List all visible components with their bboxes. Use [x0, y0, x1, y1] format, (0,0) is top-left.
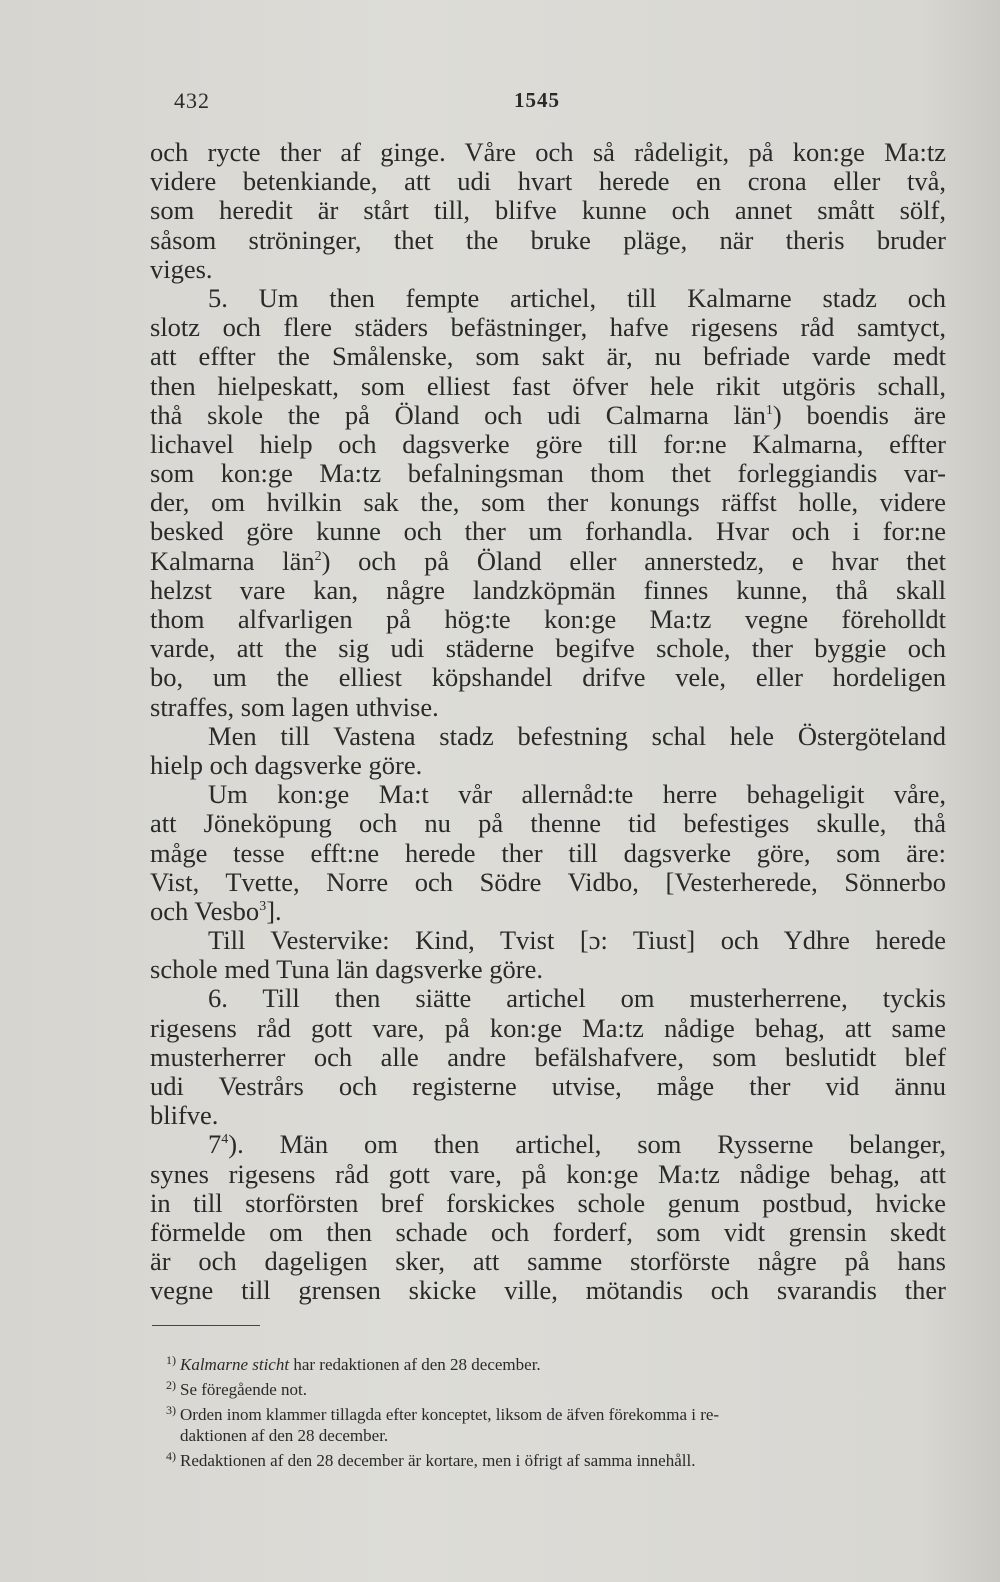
- text-line: [150, 926, 946, 955]
- text-line: [150, 751, 946, 780]
- text-line-main: förmelde om then schade och forderf, som vidt grensin skedt: [150, 1217, 946, 1247]
- text-line-continuation: ) och på Öland eller annerstedz, e hvar thet: [321, 546, 946, 576]
- footnote-text: har redaktionen af den 28 december.: [289, 1355, 541, 1374]
- text-line: [150, 1160, 946, 1189]
- footnote-mark: 4): [166, 1449, 176, 1463]
- text-line: [150, 1247, 946, 1276]
- text-line: [150, 780, 946, 809]
- footnote-text: Orden inom klammer tillagda efter konceptet, liksom de äfven förekomma i re-: [180, 1405, 720, 1424]
- text-line-continuation: ].: [266, 896, 282, 926]
- text-line-main: blifve.: [150, 1101, 219, 1131]
- text-line-main: helzst vare kan, någre landzköpmän finnes kunne, thå skall: [150, 575, 946, 605]
- text-line: [150, 1218, 946, 1247]
- text-line: [150, 722, 946, 751]
- text-line: [150, 1189, 946, 1218]
- text-line-main: in till storförsten bref forskickes schole genum postbud, hvicke: [150, 1188, 946, 1218]
- text-line: [150, 897, 946, 926]
- footnote-reference: 3: [259, 898, 267, 914]
- footnotes: [150, 1350, 946, 1471]
- text-line-continuation: ). Män om then artichel, som Rysserne belanger,: [228, 1130, 946, 1160]
- text-line-main: 6. Till then siätte artichel om musterherrene, tyckis: [208, 984, 946, 1014]
- text-line-main: then hielpeskatt, som elliest fast öfver hele rikit utgöris schall,: [150, 371, 946, 401]
- text-line-main: 5. Um then fempte artichel, till Kalmarne stadz och: [208, 283, 946, 313]
- text-line: [150, 809, 946, 838]
- text-line: [150, 459, 946, 488]
- footnote-mark: 1): [166, 1353, 176, 1367]
- text-line: [150, 313, 946, 342]
- text-line-main: såsom ströninger, thet the bruke pläge, när theris bruder: [150, 225, 946, 255]
- footnote-italic-text: Kalmarne sticht: [180, 1355, 290, 1374]
- footnote-text: daktionen af den 28 december.: [180, 1426, 389, 1445]
- text-line-main: måge tesse efft:ne herede ther till dagsverke göre, som äre:: [150, 838, 946, 868]
- text-line-main: rigesens råd gott vare, på kon:ge Ma:tz nådige behag, att same: [150, 1013, 946, 1043]
- text-line: [150, 430, 946, 459]
- text-line-main: som heredit är stårt till, blifve kunne och annet smått sölf,: [150, 196, 946, 226]
- text-line-main: schole med Tuna län dagsverke göre.: [150, 955, 543, 985]
- text-line: [150, 1130, 946, 1159]
- text-line-main: viges.: [150, 254, 213, 284]
- footnote: [150, 1446, 946, 1471]
- text-line-main: musterherrer och alle andre befälshafvere, som beslutidt blef: [150, 1042, 946, 1072]
- text-line-continuation: ) boendis äre: [772, 400, 946, 430]
- text-line: [150, 342, 946, 371]
- text-line-main: slotz och flere städers befästninger, hafve rigesens råd samtyct,: [150, 313, 946, 343]
- text-line-main: bo, um the elliest köpshandel drifve vele, eller hordeligen: [150, 663, 946, 693]
- page-header: [174, 88, 574, 118]
- text-line-main: att effter the Smålenske, som sakt är, nu befriade varde medt: [150, 342, 946, 372]
- text-line-main: vegne till grensen skicke ville, mötandis och svarandis ther: [150, 1276, 946, 1306]
- text-line: [150, 401, 946, 430]
- text-line-main: varde, att the sig udi städerne begifve schole, ther byggie och: [150, 634, 946, 664]
- footnote-mark: 2): [166, 1378, 176, 1392]
- text-line-main: Till Vestervike: Kind, Tvist [ɔ: Tiust] och Ydhre herede: [208, 926, 946, 956]
- footnote: [150, 1375, 946, 1400]
- text-line: [150, 167, 946, 196]
- text-line-main: som kon:ge Ma:tz befalningsman thom thet forleggiandis var-: [150, 459, 946, 489]
- text-line: [150, 547, 946, 576]
- text-line: [150, 255, 946, 284]
- text-line-main: udi Vestrårs och registerne utvise, måge ther vid ännu: [150, 1072, 946, 1101]
- footnote-reference: 2: [314, 548, 322, 564]
- text-line: [150, 488, 946, 517]
- text-line: [150, 634, 946, 663]
- footnote-reference: 1: [765, 402, 773, 418]
- text-line-main: hielp och dagsverke göre.: [150, 750, 423, 780]
- text-line-main: Vist, Tvette, Norre och Södre Vidbo, [Vesterherede, Sönnerbo: [150, 867, 946, 897]
- text-line-main: och rycte ther af ginge. Våre och så rådeligit, på kon:ge Ma:tz: [150, 138, 946, 167]
- text-line-main: besked göre kunne och ther um forhandla. Hvar och i for:ne: [150, 517, 946, 547]
- text-line: [150, 868, 946, 897]
- page-number: 432: [174, 88, 210, 113]
- text-line: [150, 1072, 946, 1101]
- text-line-main: videre betenkiande, att udi hvart herede en crona eller två,: [150, 167, 946, 197]
- text-line: [150, 372, 946, 401]
- text-line: [150, 196, 946, 225]
- text-line: [150, 284, 946, 313]
- text-line: [150, 955, 946, 984]
- footnote-mark: 3): [166, 1403, 176, 1417]
- footnote: [150, 1425, 946, 1446]
- text-line-main: och Vesbo: [150, 896, 260, 926]
- footnote: [150, 1350, 946, 1375]
- text-line-main: lichavel hielp och dagsverke göre till for:ne Kalmarna, effter: [150, 429, 946, 459]
- text-line: [150, 839, 946, 868]
- text-line-main: är och dageligen sker, att samme storförste någre på hans: [150, 1247, 946, 1277]
- footnote: [150, 1400, 946, 1425]
- text-line: [150, 1101, 946, 1130]
- text-line: [150, 693, 946, 722]
- text-line-main: Men till Vastena stadz befestning schal hele Östergöteland: [208, 721, 946, 751]
- footnote-reference: 4: [221, 1132, 229, 1148]
- text-line-main: straffes, som lagen uthvise.: [150, 692, 439, 722]
- text-line: [150, 1276, 946, 1305]
- text-line-main: Kalmarna län: [150, 546, 315, 576]
- footnote-text: Se föregående not.: [180, 1380, 307, 1399]
- text-line-main: thå skole the på Öland och udi Calmarna län: [150, 400, 766, 430]
- footnote-rule: [152, 1325, 260, 1326]
- text-line: [150, 517, 946, 546]
- text-line: [150, 1014, 946, 1043]
- footnote-text: Redaktionen af den 28 december är kortare, men i öfrigt af samma innehåll.: [180, 1451, 696, 1470]
- running-head-year: 1545: [514, 88, 560, 112]
- text-line: [150, 1043, 946, 1072]
- body-text: [150, 138, 946, 1306]
- text-line-main: thom alfvarligen på hög:te kon:ge Ma:tz vegne föreholldt: [150, 605, 946, 634]
- text-line-main: Um kon:ge Ma:t vår allernåd:te herre behageligit våre,: [208, 780, 946, 810]
- text-line-main: der, om hvilkin sak the, som ther konungs räffst holle, videre: [150, 488, 946, 518]
- text-line-main: 7: [208, 1130, 222, 1160]
- text-line: [150, 138, 946, 167]
- text-line: [150, 663, 946, 692]
- text-line-main: synes rigesens råd gott vare, på kon:ge Ma:tz nådige behag, att: [150, 1159, 946, 1189]
- text-line: [150, 984, 946, 1013]
- text-line: [150, 226, 946, 255]
- text-line-main: att Jöneköpung och nu på thenne tid befestiges skulle, thå: [150, 809, 946, 839]
- text-line: [150, 605, 946, 634]
- text-line: [150, 576, 946, 605]
